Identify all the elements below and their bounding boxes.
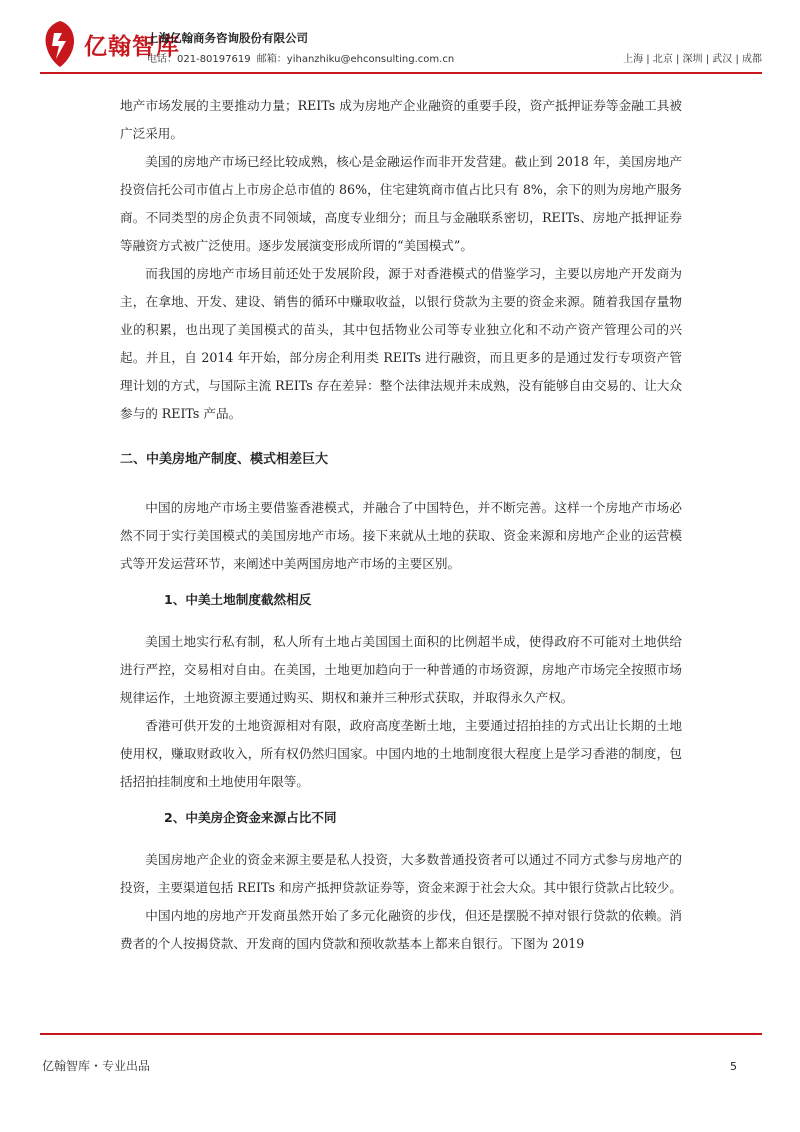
header-divider <box>40 72 762 74</box>
section-heading: 二、中美房地产制度、模式相差巨大 <box>120 452 329 467</box>
paragraph: 中国内地的房地产开发商虽然开始了多元化融资的步伐，但还是摆脱不掉对银行贷款的依赖。消费者的个人按揭贷款、开发商的国内贷款和预收款基本上都来自银行。下图为 2019 <box>120 908 682 951</box>
page-content <box>120 92 682 958</box>
page-header <box>40 18 762 76</box>
paragraph: 地产市场发展的主要推动力量；REITs 成为房地产企业融资的重要手段，资产抵押证券等金融工具被广泛采用。 <box>120 98 682 141</box>
phone-text: 电话：021-80197619 <box>147 54 251 65</box>
company-name: 上海亿翰商务咨询股份有限公司 <box>147 31 308 45</box>
page-number: 5 <box>730 1060 737 1073</box>
logo-text: 亿翰智库 <box>84 33 180 60</box>
subsection-heading: 1、中美土地制度截然相反 <box>164 592 312 607</box>
paragraph: 香港可供开发的土地资源相对有限，政府高度垄断土地，主要通过招拍挂的方式出让长期的土地使用权，赚取财政收入，所有权仍然归国家。中国内地的土地制度很大程度上是学习香港的制度，包括招拍挂制度和土地使用年限等。 <box>120 718 682 789</box>
email-text: 邮箱：yihanzhiku@ehconsulting.com.cn <box>256 54 455 65</box>
subsection-heading: 2、中美房企资金来源占比不同 <box>164 810 337 825</box>
logo-mark-icon <box>40 19 80 69</box>
contact-info <box>147 50 457 65</box>
office-cities: 上海 | 北京 | 深圳 | 武汉 | 成都 <box>623 54 762 65</box>
paragraph: 而我国的房地产市场目前还处于发展阶段，源于对香港模式的借鉴学习，主要以房地产开发商为主，在拿地、开发、建设、销售的循环中赚取收益，以银行贷款为主要的资金来源。随着我国存量物业的积累，也出现了美国模式的苗头，其中包括物业公司等专业独立化和不动产资产管理公司的兴起。并且，自 2014 年开始，部分房企利用类 REITs 进行融资，而且更多的是通过发行专项资产管理计划的方式，与国际主流 REITs 存在差异：整个法律法规并未成熟，没有能够自由交易的、让大众参与的 REITs 产品。 <box>120 266 682 421</box>
paragraph: 美国房地产企业的资金来源主要是私人投资，大多数普通投资者可以通过不同方式参与房地产的投资，主要渠道包括 REITs 和房产抵押贷款证券等，资金来源于社会大众。其中银行贷款占比较少。 <box>120 852 682 895</box>
paragraph: 中国的房地产市场主要借鉴香港模式，并融合了中国特色，并不断完善。这样一个房地产市场必然不同于实行美国模式的美国房地产市场。接下来就从土地的获取、资金来源和房地产企业的运营模式等开发运营环节，来阐述中美两国房地产市场的主要区别。 <box>120 500 682 571</box>
footer-divider <box>40 1033 762 1035</box>
paragraph: 美国的房地产市场已经比较成熟，核心是金融运作而非开发营建。截止到 2018 年，美国房地产投资信托公司市值占上市房企总市值的 86%，住宅建筑商市值占比只有 8%，余下的则为房地产服务商。不同类型的房企负责不同领域，高度专业细分；而且与金融联系密切，REITs、房地产抵押证券等融资方式被广泛使用。逐步发展演变形成所谓的“美国模式”。 <box>120 154 682 253</box>
paragraph: 美国土地实行私有制，私人所有土地占美国国土面积的比例超半成，使得政府不可能对土地供给进行严控，交易相对自由。在美国，土地更加趋向于一种普通的市场资源，房地产市场完全按照市场规律运作，土地资源主要通过购买、期权和兼并三种形式获取，并取得永久产权。 <box>120 634 682 705</box>
footer-brand: 亿翰智库・专业出品 <box>42 1059 151 1073</box>
